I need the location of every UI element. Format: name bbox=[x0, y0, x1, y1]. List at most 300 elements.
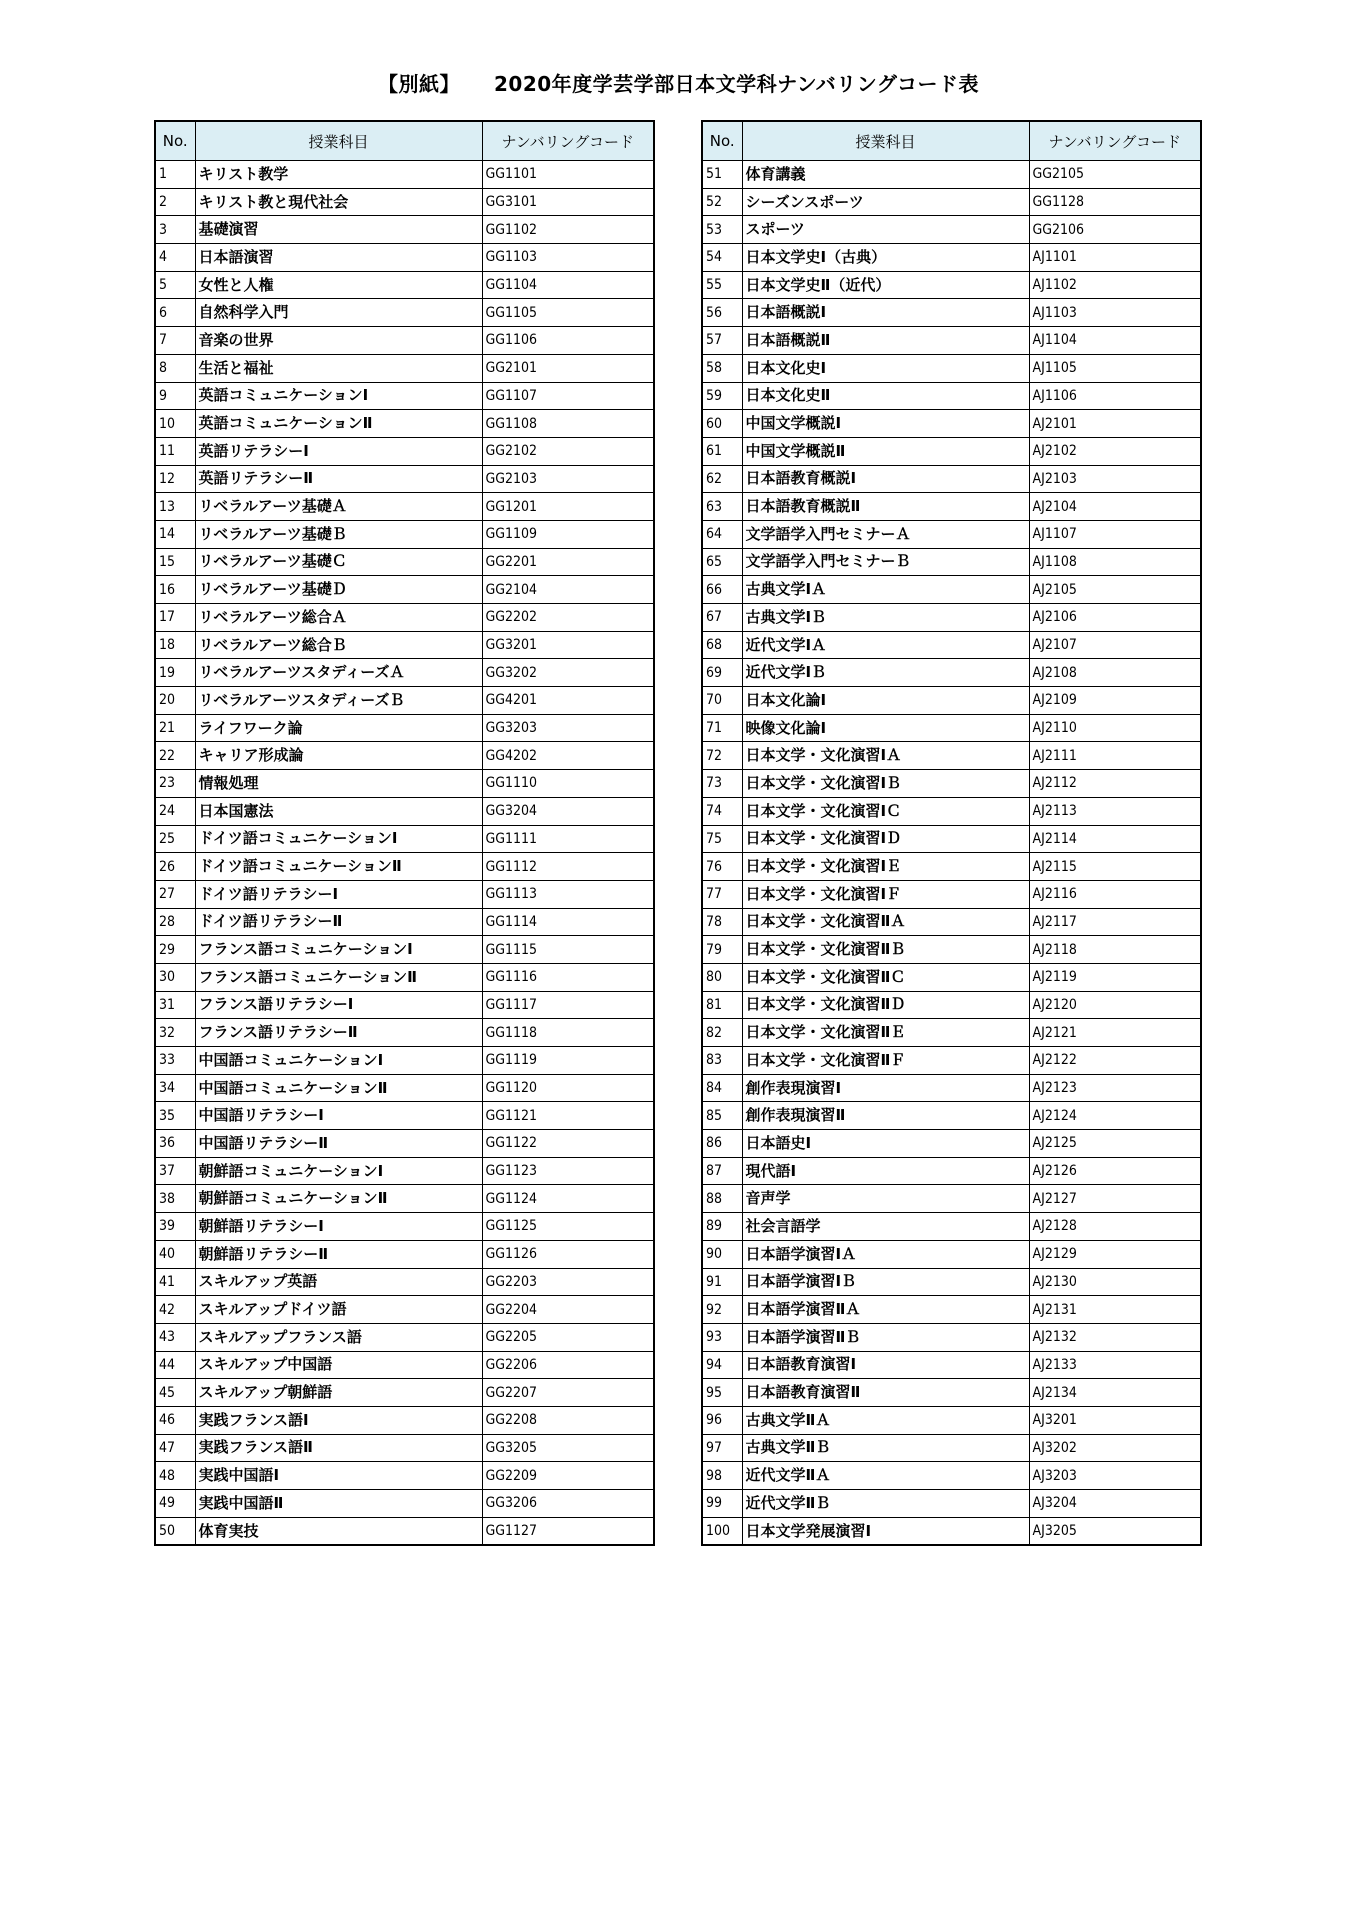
row-subject: 日本語学演習ⅡＡ bbox=[742, 1296, 1029, 1324]
table-row bbox=[702, 908, 1201, 936]
row-code: GG1125 bbox=[482, 1213, 654, 1241]
table-row bbox=[702, 410, 1201, 438]
row-subject: 日本文化史Ⅰ bbox=[742, 354, 1029, 382]
table-header-row bbox=[155, 121, 654, 161]
page-title-tag: 【別紙】 bbox=[378, 72, 461, 96]
row-no: 92 bbox=[702, 1296, 742, 1324]
numbering-table-right bbox=[701, 120, 1202, 1546]
row-code: AJ2111 bbox=[1029, 742, 1201, 770]
row-no: 4 bbox=[155, 244, 195, 272]
table-row bbox=[702, 382, 1201, 410]
row-subject: リベラルアーツ基礎Ｂ bbox=[195, 520, 482, 548]
row-subject: 日本語教育概説Ⅰ bbox=[742, 465, 1029, 493]
table-row bbox=[702, 271, 1201, 299]
table-row bbox=[155, 576, 654, 604]
row-code: GG2103 bbox=[482, 465, 654, 493]
row-code: GG2207 bbox=[482, 1379, 654, 1407]
row-code: GG1120 bbox=[482, 1074, 654, 1102]
table-row bbox=[155, 216, 654, 244]
row-code: GG1123 bbox=[482, 1157, 654, 1185]
row-code: GG1201 bbox=[482, 493, 654, 521]
row-code: AJ1103 bbox=[1029, 299, 1201, 327]
table-row bbox=[702, 1351, 1201, 1379]
row-no: 42 bbox=[155, 1296, 195, 1324]
row-code: AJ2127 bbox=[1029, 1185, 1201, 1213]
row-no: 44 bbox=[155, 1351, 195, 1379]
row-code: GG2202 bbox=[482, 604, 654, 632]
table-row bbox=[155, 548, 654, 576]
row-subject: 映像文化論Ⅰ bbox=[742, 714, 1029, 742]
row-subject: 日本語教育演習Ⅱ bbox=[742, 1379, 1029, 1407]
row-subject: 中国語リテラシーⅡ bbox=[195, 1130, 482, 1158]
row-code: AJ2105 bbox=[1029, 576, 1201, 604]
row-subject: 音声学 bbox=[742, 1185, 1029, 1213]
row-code: GG1109 bbox=[482, 520, 654, 548]
row-code: GG2201 bbox=[482, 548, 654, 576]
table-row bbox=[702, 742, 1201, 770]
row-code: AJ2124 bbox=[1029, 1102, 1201, 1130]
row-code: AJ2121 bbox=[1029, 1019, 1201, 1047]
row-code: AJ1107 bbox=[1029, 520, 1201, 548]
row-subject: 生活と福祉 bbox=[195, 354, 482, 382]
row-no: 56 bbox=[702, 299, 742, 327]
table-row bbox=[702, 548, 1201, 576]
row-no: 82 bbox=[702, 1019, 742, 1047]
row-code: GG3204 bbox=[482, 797, 654, 825]
table-row bbox=[702, 1462, 1201, 1490]
row-no: 22 bbox=[155, 742, 195, 770]
row-code: GG2104 bbox=[482, 576, 654, 604]
row-code: AJ2106 bbox=[1029, 604, 1201, 632]
row-subject: スポーツ bbox=[742, 216, 1029, 244]
row-code: AJ2128 bbox=[1029, 1213, 1201, 1241]
row-code: GG4201 bbox=[482, 687, 654, 715]
row-subject: 日本語学演習ⅠＢ bbox=[742, 1268, 1029, 1296]
row-code: GG3205 bbox=[482, 1434, 654, 1462]
table-row bbox=[155, 1406, 654, 1434]
row-no: 23 bbox=[155, 770, 195, 798]
row-no: 87 bbox=[702, 1157, 742, 1185]
row-code: GG4202 bbox=[482, 742, 654, 770]
row-subject: リベラルアーツ基礎Ａ bbox=[195, 493, 482, 521]
row-subject: 日本文学発展演習Ⅰ bbox=[742, 1517, 1029, 1545]
row-no: 72 bbox=[702, 742, 742, 770]
table-row bbox=[702, 1490, 1201, 1518]
table-row bbox=[155, 797, 654, 825]
row-no: 91 bbox=[702, 1268, 742, 1296]
row-subject: 英語リテラシーⅡ bbox=[195, 465, 482, 493]
table-row bbox=[155, 437, 654, 465]
row-subject: 女性と人権 bbox=[195, 271, 482, 299]
row-subject: 日本文学・文化演習ⅡＥ bbox=[742, 1019, 1029, 1047]
row-subject: 情報処理 bbox=[195, 770, 482, 798]
row-no: 50 bbox=[155, 1517, 195, 1545]
table-row bbox=[155, 1296, 654, 1324]
table-row bbox=[155, 742, 654, 770]
row-code: AJ3205 bbox=[1029, 1517, 1201, 1545]
row-subject: シーズンスポーツ bbox=[742, 188, 1029, 216]
table-row bbox=[702, 1323, 1201, 1351]
table-row bbox=[702, 354, 1201, 382]
table-row bbox=[702, 687, 1201, 715]
row-subject: スキルアップ朝鮮語 bbox=[195, 1379, 482, 1407]
table-row bbox=[702, 520, 1201, 548]
row-code: GG3206 bbox=[482, 1490, 654, 1518]
row-code: AJ2117 bbox=[1029, 908, 1201, 936]
row-subject: 中国語リテラシーⅠ bbox=[195, 1102, 482, 1130]
row-subject: 日本文学・文化演習ⅡＣ bbox=[742, 963, 1029, 991]
row-no: 20 bbox=[155, 687, 195, 715]
row-code: GG1101 bbox=[482, 161, 654, 189]
table-row bbox=[155, 354, 654, 382]
table-row bbox=[155, 1379, 654, 1407]
row-no: 95 bbox=[702, 1379, 742, 1407]
row-code: GG1126 bbox=[482, 1240, 654, 1268]
row-subject: 自然科学入門 bbox=[195, 299, 482, 327]
row-no: 58 bbox=[702, 354, 742, 382]
table-row bbox=[702, 1213, 1201, 1241]
table-row bbox=[702, 1102, 1201, 1130]
page-title-text: 2020年度学芸学部日本文学科ナンバリングコード表 bbox=[494, 72, 979, 96]
table-row bbox=[155, 853, 654, 881]
row-subject: 体育講義 bbox=[742, 161, 1029, 189]
row-subject: 日本文学・文化演習ⅠＣ bbox=[742, 797, 1029, 825]
header-code: ナンバリングコード bbox=[482, 121, 654, 161]
row-subject: 文学語学入門セミナーＡ bbox=[742, 520, 1029, 548]
table-row bbox=[155, 244, 654, 272]
row-subject: 日本語史Ⅰ bbox=[742, 1130, 1029, 1158]
row-code: AJ2132 bbox=[1029, 1323, 1201, 1351]
row-subject: ドイツ語コミュニケーションⅡ bbox=[195, 853, 482, 881]
row-code: AJ1105 bbox=[1029, 354, 1201, 382]
row-no: 90 bbox=[702, 1240, 742, 1268]
table-row bbox=[155, 1462, 654, 1490]
row-code: GG1108 bbox=[482, 410, 654, 438]
row-subject: 古典文学ⅠＡ bbox=[742, 576, 1029, 604]
table-row bbox=[702, 327, 1201, 355]
row-code: AJ2126 bbox=[1029, 1157, 1201, 1185]
table-row bbox=[155, 493, 654, 521]
table-row bbox=[155, 1130, 654, 1158]
row-subject: 日本文学・文化演習ⅠＡ bbox=[742, 742, 1029, 770]
row-no: 69 bbox=[702, 659, 742, 687]
row-subject: ライフワーク論 bbox=[195, 714, 482, 742]
row-code: GG1124 bbox=[482, 1185, 654, 1213]
row-subject: リベラルアーツ総合Ａ bbox=[195, 604, 482, 632]
row-subject: スキルアップドイツ語 bbox=[195, 1296, 482, 1324]
table-row bbox=[155, 465, 654, 493]
row-no: 25 bbox=[155, 825, 195, 853]
table-row bbox=[155, 1019, 654, 1047]
row-no: 35 bbox=[155, 1102, 195, 1130]
row-code: AJ2125 bbox=[1029, 1130, 1201, 1158]
row-code: GG1116 bbox=[482, 963, 654, 991]
row-subject: 英語コミュニケーションⅠ bbox=[195, 382, 482, 410]
row-no: 1 bbox=[155, 161, 195, 189]
row-subject: リベラルアーツ基礎Ｃ bbox=[195, 548, 482, 576]
table-row bbox=[702, 437, 1201, 465]
table-body-right bbox=[702, 161, 1201, 1546]
row-no: 33 bbox=[155, 1047, 195, 1075]
table-row bbox=[702, 1240, 1201, 1268]
table-row bbox=[702, 1157, 1201, 1185]
row-subject: 中国語コミュニケーションⅡ bbox=[195, 1074, 482, 1102]
table-row bbox=[155, 1268, 654, 1296]
table-row bbox=[702, 1434, 1201, 1462]
row-subject: 日本語教育演習Ⅰ bbox=[742, 1351, 1029, 1379]
table-row bbox=[155, 161, 654, 189]
row-no: 13 bbox=[155, 493, 195, 521]
row-no: 52 bbox=[702, 188, 742, 216]
row-subject: 日本国憲法 bbox=[195, 797, 482, 825]
row-no: 36 bbox=[155, 1130, 195, 1158]
table-row bbox=[155, 880, 654, 908]
row-subject: 日本文学・文化演習ⅡＦ bbox=[742, 1047, 1029, 1075]
row-code: GG1117 bbox=[482, 991, 654, 1019]
row-no: 78 bbox=[702, 908, 742, 936]
row-code: GG1111 bbox=[482, 825, 654, 853]
row-no: 49 bbox=[155, 1490, 195, 1518]
row-no: 10 bbox=[155, 410, 195, 438]
row-code: GG1114 bbox=[482, 908, 654, 936]
row-code: AJ2113 bbox=[1029, 797, 1201, 825]
row-no: 30 bbox=[155, 963, 195, 991]
row-no: 8 bbox=[155, 354, 195, 382]
table-row bbox=[155, 631, 654, 659]
row-no: 2 bbox=[155, 188, 195, 216]
row-no: 63 bbox=[702, 493, 742, 521]
row-subject: キャリア形成論 bbox=[195, 742, 482, 770]
table-row bbox=[702, 825, 1201, 853]
row-code: GG2101 bbox=[482, 354, 654, 382]
row-no: 66 bbox=[702, 576, 742, 604]
row-no: 88 bbox=[702, 1185, 742, 1213]
row-no: 73 bbox=[702, 770, 742, 798]
table-row bbox=[702, 604, 1201, 632]
row-no: 98 bbox=[702, 1462, 742, 1490]
row-code: GG1107 bbox=[482, 382, 654, 410]
row-no: 53 bbox=[702, 216, 742, 244]
table-row bbox=[702, 161, 1201, 189]
row-code: AJ2110 bbox=[1029, 714, 1201, 742]
table-row bbox=[702, 576, 1201, 604]
table-row bbox=[702, 963, 1201, 991]
row-no: 14 bbox=[155, 520, 195, 548]
row-code: GG2206 bbox=[482, 1351, 654, 1379]
row-no: 76 bbox=[702, 853, 742, 881]
row-subject: ドイツ語リテラシーⅡ bbox=[195, 908, 482, 936]
row-subject: 日本文学史Ⅰ（古典） bbox=[742, 244, 1029, 272]
table-body-left bbox=[155, 161, 654, 1546]
row-code: GG3101 bbox=[482, 188, 654, 216]
row-subject: 実践中国語Ⅰ bbox=[195, 1462, 482, 1490]
row-no: 67 bbox=[702, 604, 742, 632]
header-no: No. bbox=[702, 121, 742, 161]
row-subject: キリスト教と現代社会 bbox=[195, 188, 482, 216]
row-code: AJ2103 bbox=[1029, 465, 1201, 493]
row-code: AJ2123 bbox=[1029, 1074, 1201, 1102]
row-subject: 近代文学ⅠＡ bbox=[742, 631, 1029, 659]
row-no: 7 bbox=[155, 327, 195, 355]
row-code: AJ2131 bbox=[1029, 1296, 1201, 1324]
header-code: ナンバリングコード bbox=[1029, 121, 1201, 161]
row-code: AJ1104 bbox=[1029, 327, 1201, 355]
row-no: 61 bbox=[702, 437, 742, 465]
row-code: GG1103 bbox=[482, 244, 654, 272]
row-subject: 日本文学・文化演習ⅡＤ bbox=[742, 991, 1029, 1019]
row-code: AJ2107 bbox=[1029, 631, 1201, 659]
row-subject: 朝鮮語リテラシーⅠ bbox=[195, 1213, 482, 1241]
row-subject: 日本語概説Ⅱ bbox=[742, 327, 1029, 355]
row-code: GG1105 bbox=[482, 299, 654, 327]
row-subject: 古典文学ⅡＡ bbox=[742, 1406, 1029, 1434]
row-subject: リベラルアーツ総合Ｂ bbox=[195, 631, 482, 659]
row-no: 43 bbox=[155, 1323, 195, 1351]
row-subject: フランス語コミュニケーションⅡ bbox=[195, 963, 482, 991]
row-code: GG1127 bbox=[482, 1517, 654, 1545]
row-no: 83 bbox=[702, 1047, 742, 1075]
numbering-table-left bbox=[154, 120, 655, 1546]
table-row bbox=[155, 1213, 654, 1241]
row-subject: 日本語学演習ⅡＢ bbox=[742, 1323, 1029, 1351]
row-code: AJ2119 bbox=[1029, 963, 1201, 991]
table-row bbox=[702, 465, 1201, 493]
row-no: 96 bbox=[702, 1406, 742, 1434]
row-subject: 創作表現演習Ⅱ bbox=[742, 1102, 1029, 1130]
row-code: AJ1101 bbox=[1029, 244, 1201, 272]
row-code: GG1121 bbox=[482, 1102, 654, 1130]
row-subject: 基礎演習 bbox=[195, 216, 482, 244]
row-subject: 日本語概説Ⅰ bbox=[742, 299, 1029, 327]
row-code: GG3201 bbox=[482, 631, 654, 659]
table-row bbox=[155, 770, 654, 798]
row-code: GG1112 bbox=[482, 853, 654, 881]
row-no: 77 bbox=[702, 880, 742, 908]
row-no: 21 bbox=[155, 714, 195, 742]
row-no: 68 bbox=[702, 631, 742, 659]
row-no: 27 bbox=[155, 880, 195, 908]
table-row bbox=[155, 687, 654, 715]
table-row bbox=[702, 299, 1201, 327]
table-row bbox=[702, 880, 1201, 908]
table-row bbox=[702, 1130, 1201, 1158]
row-code: GG2208 bbox=[482, 1406, 654, 1434]
row-subject: 日本文化論Ⅰ bbox=[742, 687, 1029, 715]
table-row bbox=[155, 1434, 654, 1462]
table-row bbox=[702, 1074, 1201, 1102]
row-code: GG2105 bbox=[1029, 161, 1201, 189]
row-no: 28 bbox=[155, 908, 195, 936]
row-no: 45 bbox=[155, 1379, 195, 1407]
row-subject: ドイツ語リテラシーⅠ bbox=[195, 880, 482, 908]
row-subject: 日本文学史Ⅱ（近代） bbox=[742, 271, 1029, 299]
row-no: 51 bbox=[702, 161, 742, 189]
table-row bbox=[155, 604, 654, 632]
table-row bbox=[702, 1019, 1201, 1047]
row-no: 17 bbox=[155, 604, 195, 632]
row-no: 57 bbox=[702, 327, 742, 355]
row-no: 99 bbox=[702, 1490, 742, 1518]
table-row bbox=[702, 631, 1201, 659]
row-code: GG3203 bbox=[482, 714, 654, 742]
row-subject: 創作表現演習Ⅰ bbox=[742, 1074, 1029, 1102]
row-code: AJ2109 bbox=[1029, 687, 1201, 715]
row-subject: 日本文学・文化演習ⅠＥ bbox=[742, 853, 1029, 881]
table-row bbox=[702, 1268, 1201, 1296]
table-row bbox=[702, 1296, 1201, 1324]
row-no: 38 bbox=[155, 1185, 195, 1213]
row-code: AJ2116 bbox=[1029, 880, 1201, 908]
row-code: AJ2118 bbox=[1029, 936, 1201, 964]
table-row bbox=[155, 327, 654, 355]
row-no: 100 bbox=[702, 1517, 742, 1545]
row-subject: 実践フランス語Ⅰ bbox=[195, 1406, 482, 1434]
row-code: AJ2104 bbox=[1029, 493, 1201, 521]
row-subject: 朝鮮語コミュニケーションⅡ bbox=[195, 1185, 482, 1213]
row-code: GG2106 bbox=[1029, 216, 1201, 244]
row-subject: リベラルアーツスタディーズＡ bbox=[195, 659, 482, 687]
row-no: 12 bbox=[155, 465, 195, 493]
table-row bbox=[155, 659, 654, 687]
row-code: GG1110 bbox=[482, 770, 654, 798]
table-row bbox=[155, 1157, 654, 1185]
page-title bbox=[0, 68, 1357, 97]
header-subject: 授業科目 bbox=[742, 121, 1029, 161]
row-code: AJ2130 bbox=[1029, 1268, 1201, 1296]
row-subject: 中国文学概説Ⅰ bbox=[742, 410, 1029, 438]
row-no: 85 bbox=[702, 1102, 742, 1130]
row-no: 29 bbox=[155, 936, 195, 964]
table-row bbox=[702, 714, 1201, 742]
row-subject: 日本文学・文化演習ⅡＡ bbox=[742, 908, 1029, 936]
table-row bbox=[155, 271, 654, 299]
row-no: 54 bbox=[702, 244, 742, 272]
row-code: GG2203 bbox=[482, 1268, 654, 1296]
row-subject: 古典文学ⅠＢ bbox=[742, 604, 1029, 632]
row-no: 80 bbox=[702, 963, 742, 991]
row-subject: リベラルアーツスタディーズＢ bbox=[195, 687, 482, 715]
row-subject: 近代文学ⅡＡ bbox=[742, 1462, 1029, 1490]
row-no: 81 bbox=[702, 991, 742, 1019]
row-subject: スキルアップ中国語 bbox=[195, 1351, 482, 1379]
row-subject: 中国語コミュニケーションⅠ bbox=[195, 1047, 482, 1075]
row-subject: スキルアップフランス語 bbox=[195, 1323, 482, 1351]
row-subject: 中国文学概説Ⅱ bbox=[742, 437, 1029, 465]
row-code: GG1119 bbox=[482, 1047, 654, 1075]
row-no: 16 bbox=[155, 576, 195, 604]
row-no: 86 bbox=[702, 1130, 742, 1158]
row-no: 70 bbox=[702, 687, 742, 715]
row-subject: フランス語リテラシーⅡ bbox=[195, 1019, 482, 1047]
table-row bbox=[702, 659, 1201, 687]
row-no: 65 bbox=[702, 548, 742, 576]
row-subject: スキルアップ英語 bbox=[195, 1268, 482, 1296]
row-subject: 日本文化史Ⅱ bbox=[742, 382, 1029, 410]
row-code: GG1128 bbox=[1029, 188, 1201, 216]
table-row bbox=[702, 493, 1201, 521]
table-row bbox=[155, 825, 654, 853]
row-no: 3 bbox=[155, 216, 195, 244]
row-no: 34 bbox=[155, 1074, 195, 1102]
table-row bbox=[702, 797, 1201, 825]
table-row bbox=[155, 963, 654, 991]
table-row bbox=[155, 714, 654, 742]
row-no: 97 bbox=[702, 1434, 742, 1462]
row-subject: 朝鮮語コミュニケーションⅠ bbox=[195, 1157, 482, 1185]
row-code: AJ3201 bbox=[1029, 1406, 1201, 1434]
row-code: AJ2115 bbox=[1029, 853, 1201, 881]
row-subject: 日本文学・文化演習ⅠＤ bbox=[742, 825, 1029, 853]
